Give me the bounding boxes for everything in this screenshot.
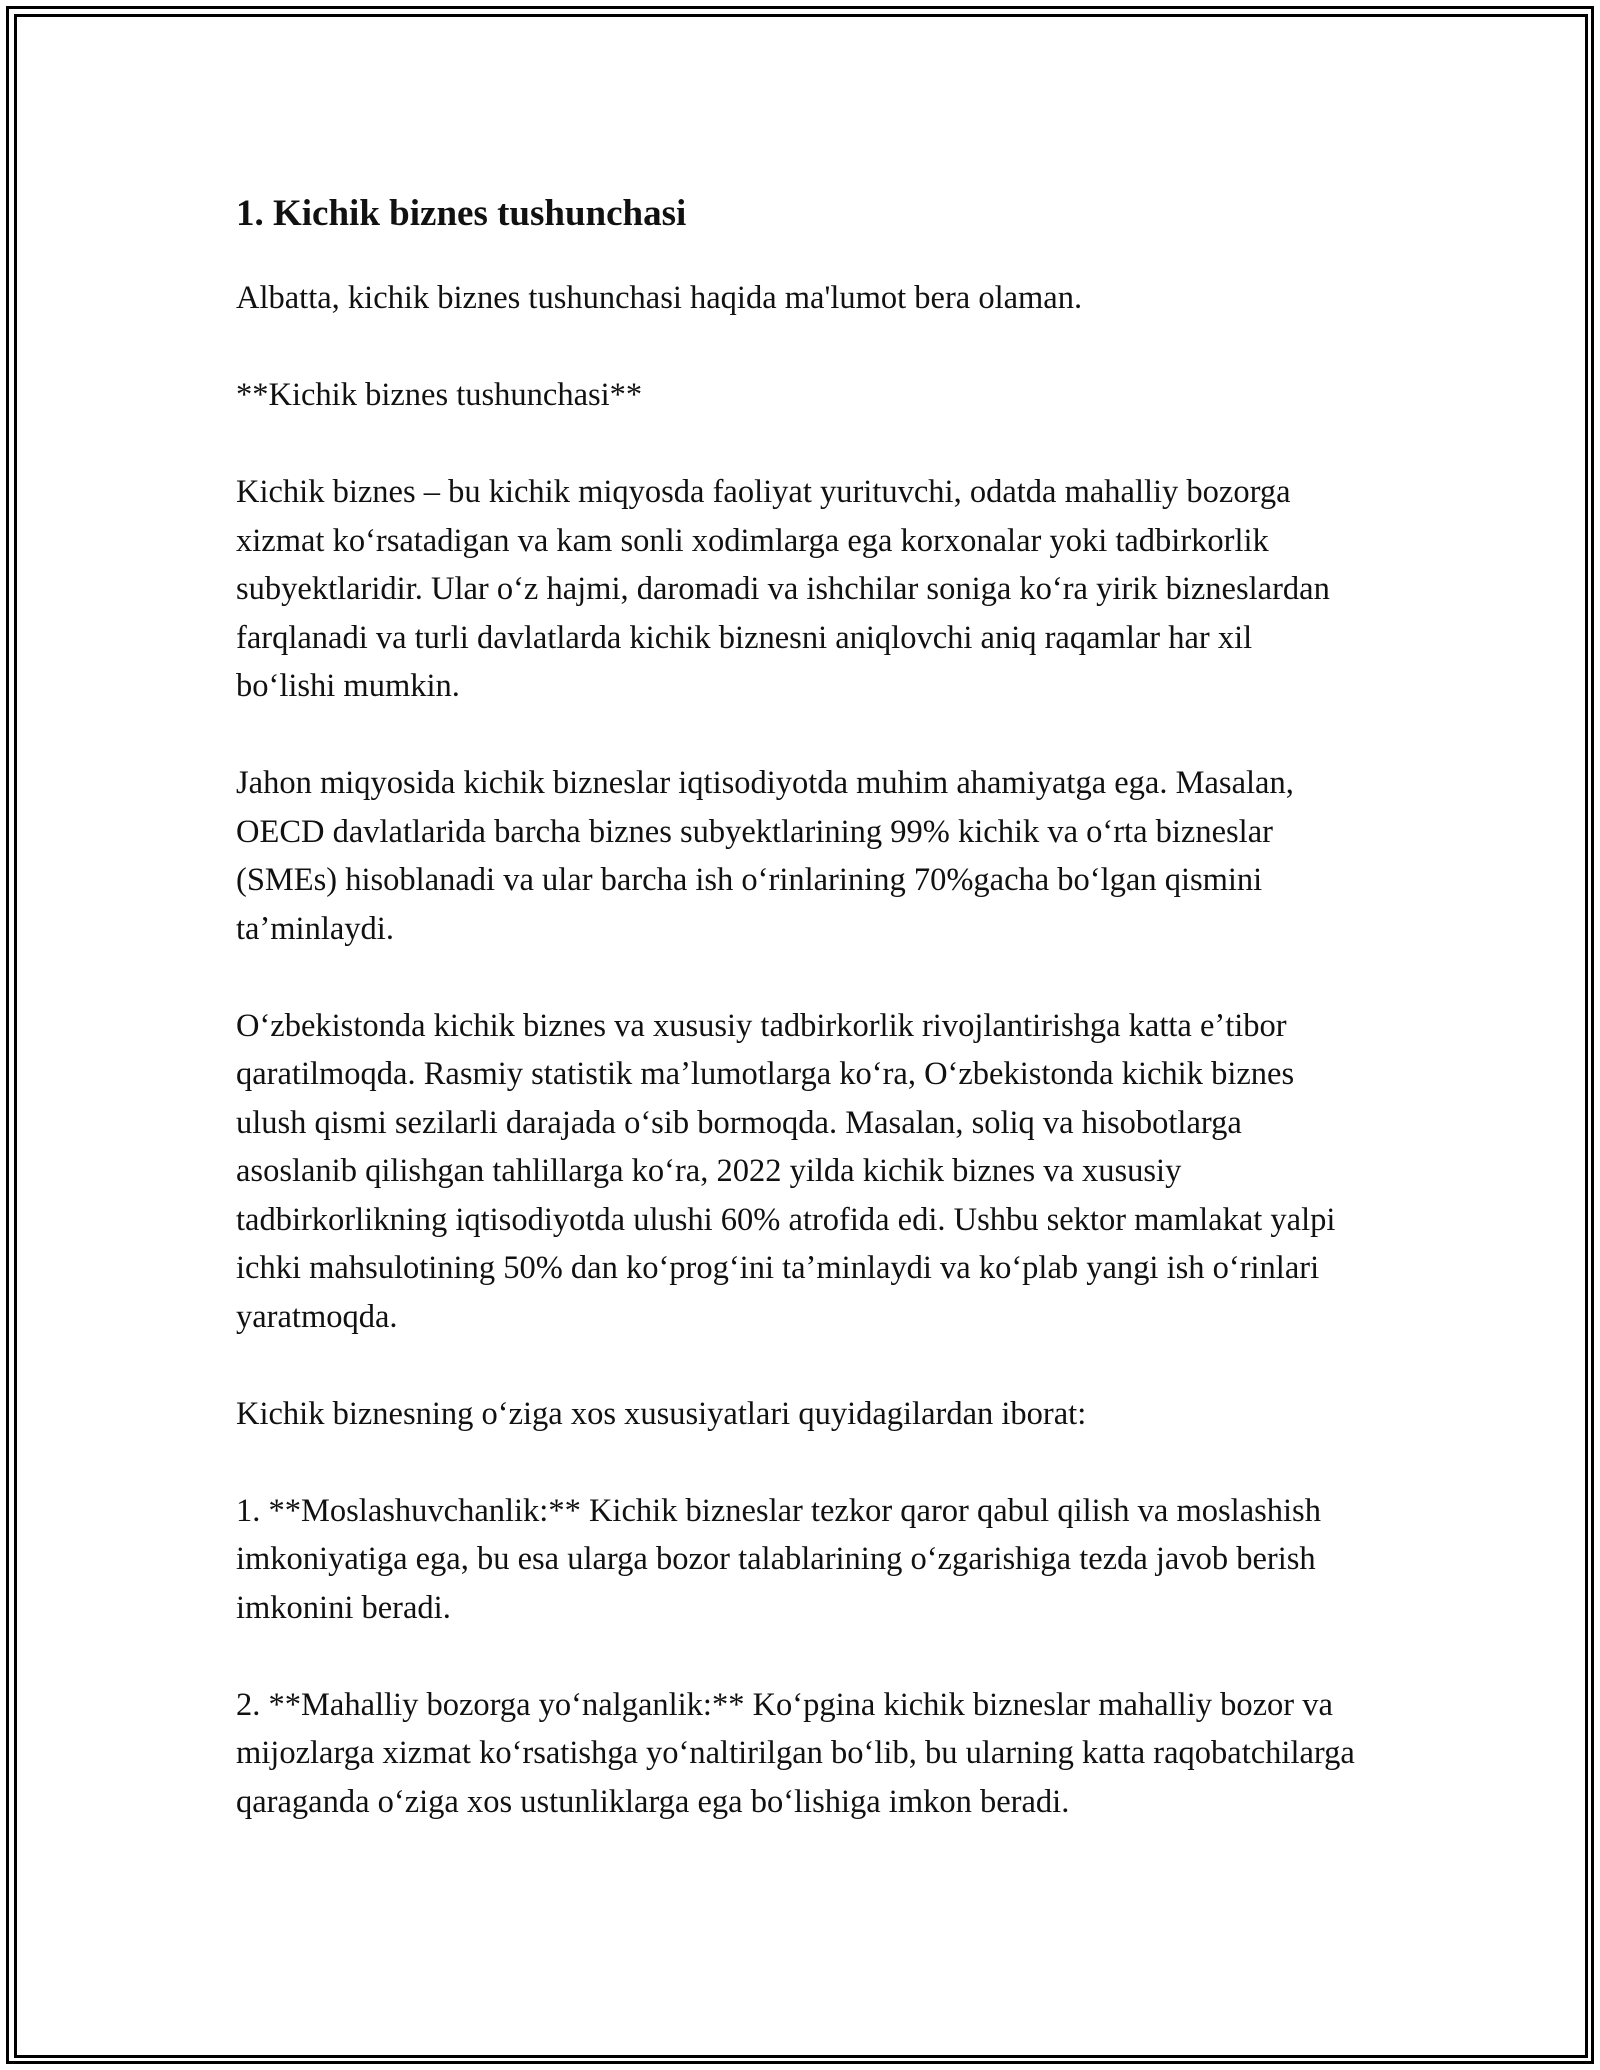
features-intro-paragraph: Kichik biznesning oʻziga xos xususiyatlari quyidagilardan iborat: bbox=[236, 1395, 1087, 1432]
feature-item-1: 1. **Moslashuvchanlik:** Kichik bizneslar tezkor qaror qabul qilish va moslashish imkoniyatiga ega, bu esa ularga bozor talablarining oʻzgarishiga tezda javob berish imkonini beradi. bbox=[236, 1492, 1321, 1626]
global-paragraph: Jahon miqyosida kichik bizneslar iqtisodiyotda muhim ahamiyatga ega. Masalan, OECD davlatlarida barcha biznes subyektlarining 99% kichik va oʻrta bizneslar (SMEs) hisoblanadi va ular barcha ish oʻrinlarining 70%gacha boʻlgan qismini taʼminlaydi. bbox=[236, 765, 1294, 947]
uzbekistan-paragraph: Oʻzbekistonda kichik biznes va xususiy tadbirkorlik rivojlantirishga katta eʼtibor qaratilmoqda. Rasmiy statistik maʼlumotlarga koʻra, Oʻzbekistonda kichik biznes ulush qismi sezilarli darajada oʻsib bormoqda. Masalan, soliq va hisobotlarga asoslanib qilishgan tahlillarga koʻra, 2022 yilda kichik biznes va xususiy tadbirkorlikning iqtisodiyotda ulushi 60% atrofida edi. Ushbu sektor mamlakat yalpi ichki mahsulotining 50% dan koʻprogʻini taʼminlaydi va koʻplab yangi ish oʻrinlari yaratmoqda. bbox=[236, 1007, 1336, 1335]
intro-paragraph: Albatta, kichik biznes tushunchasi haqida ma'lumot bera olaman. bbox=[236, 280, 1083, 316]
document-body bbox=[236, 180, 1356, 1875]
feature-item-2: 2. **Mahalliy bozorga yoʻnalganlik:** Koʻpgina kichik bizneslar mahalliy bozor va mijozlarga xizmat koʻrsatishga yoʻnaltirilgan boʻlib, bu ularning katta raqobatchilarga qaraganda oʻziga xos ustunliklarga ega boʻlishiga imkon beradi. bbox=[236, 1686, 1355, 1820]
definition-paragraph: Kichik biznes – bu kichik miqyosda faoliyat yurituvchi, odatda mahalliy bozorga xizmat koʻrsatadigan va kam sonli xodimlarga ega korxonalar yoki tadbirkorlik subyektlaridir. Ular oʻz hajmi, daromadi va ishchilar soniga koʻra yirik bizneslardan farqlanadi va turli davlatlarda kichik biznesni aniqlovchi aniq raqamlar har xil boʻlishi mumkin. bbox=[236, 474, 1330, 704]
section-heading: 1. Kichik biznes tushunchasi bbox=[236, 193, 687, 234]
subtitle-paragraph: **Kichik biznes tushunchasi** bbox=[236, 377, 643, 413]
